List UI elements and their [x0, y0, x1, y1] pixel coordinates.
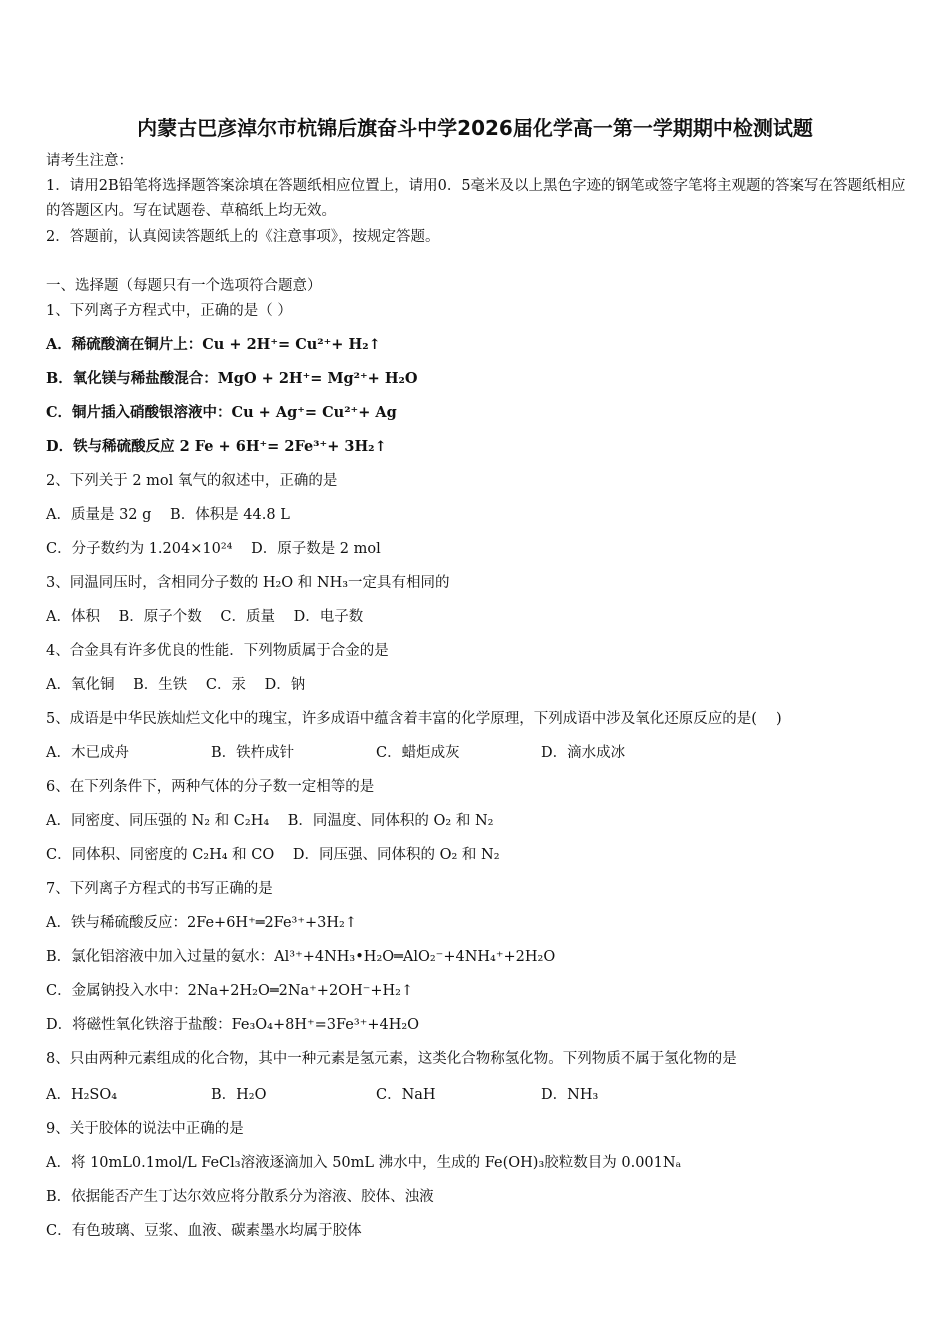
question-4-option-a: A．氧化铜 [46, 677, 115, 693]
question-8-stem: 8、只由两种元素组成的化合物，其中一种元素是氢元素，这类化合物称氢化物。下列物质不属于氢化物的是 [46, 1051, 737, 1067]
question-9-option-c: C．有色玻璃、豆浆、血液、碳素墨水均属于胶体 [46, 1223, 362, 1239]
section-heading: 一、选择题（每题只有一个选项符合题意） [46, 278, 322, 294]
question-7-option-d: D．将磁性氧化铁溶于盐酸：Fe₃O₄+8H⁺=3Fe³⁺+4H₂O [46, 1017, 420, 1033]
question-6-stem: 6、在下列条件下，两种气体的分子数一定相等的是 [46, 779, 375, 795]
question-5-option-b: B．铁杵成针 [211, 745, 295, 761]
question-3-option-d: D．电子数 [293, 609, 364, 625]
question-6-option-d: D．同压强、同体积的 O₂ 和 N₂ [292, 847, 500, 863]
question-9-option-a: A．将 10mL0.1mol/L FeCl₃溶液逐滴加入 50mL 沸水中，生成的 Fe(OH)₃胶粒数目为 0.001Nₐ [46, 1155, 682, 1171]
question-5-option-c: C．蜡炬成灰 [376, 745, 460, 761]
question-8-option-b: B．H₂O [211, 1087, 267, 1103]
question-1-option-b: B．氧化镁与稀盐酸混合：MgO + 2H⁺= Mg²⁺+ H₂O [46, 370, 418, 387]
question-6-options-row1 [46, 811, 906, 831]
question-3-option-a: A．体积 [46, 609, 100, 625]
question-6-option-c: C．同体积、同密度的 C₂H₄ 和 CO [46, 847, 275, 863]
question-5-stem: 5、成语是中华民族灿烂文化中的瑰宝，许多成语中蕴含着丰富的化学原理，下列成语中涉及氧化还原反应的是( ) [46, 711, 782, 727]
question-9-stem: 9、关于胶体的说法中正确的是 [46, 1121, 244, 1137]
question-5-option-d: D．滴水成冰 [541, 745, 626, 761]
question-1-option-c: C．铜片插入硝酸银溶液中：Cu + Ag⁺= Cu²⁺+ Ag [46, 404, 397, 421]
question-2-options-row2 [46, 539, 906, 559]
question-4-option-b: B．生铁 [133, 677, 188, 693]
question-5-options [46, 743, 906, 763]
question-9-option-b: B．依据能否产生丁达尔效应将分散系分为溶液、胶体、浊液 [46, 1189, 434, 1205]
question-2-stem: 2、下列关于 2 mol 氧气的叙述中，正确的是 [46, 473, 338, 489]
question-2-options-row1 [46, 505, 906, 525]
question-7-stem: 7、下列离子方程式的书写正确的是 [46, 881, 273, 897]
question-8-option-a: A．H₂SO₄ [46, 1087, 118, 1103]
question-4-stem: 4、合金具有许多优良的性能．下列物质属于合金的是 [46, 643, 389, 659]
question-6-option-b: B．同温度、同体积的 O₂ 和 N₂ [287, 813, 494, 829]
page-title: 内蒙古巴彦淖尔市杭锦后旗奋斗中学2026届化学高一第一学期期中检测试题 [137, 116, 813, 140]
question-1-stem: 1、下列离子方程式中，正确的是（ ） [46, 303, 292, 319]
question-7-option-a: A．铁与稀硫酸反应：2Fe+6H⁺═2Fe³⁺+3H₂↑ [46, 915, 357, 931]
question-8-options [46, 1085, 906, 1105]
notice-item-1: 1．请用2B铅笔将选择题答案涂填在答题纸相应位置上，请用0．5毫米及以上黑色字迹的钢笔或签字笔将主观题的答案写在答题纸相应的答题区内。写在试题卷、草稿纸上均无效。 [46, 178, 906, 219]
notice-item-2: 2．答题前，认真阅读答题纸上的《注意事项》，按规定答题。 [46, 229, 440, 245]
question-2-option-b: B．体积是 44.8 L [170, 507, 290, 523]
question-3-stem: 3、同温同压时，含相同分子数的 H₂O 和 NH₃一定具有相同的 [46, 575, 450, 591]
question-4-option-d: D．钠 [264, 677, 306, 693]
question-6-options-row2 [46, 845, 906, 865]
question-5-option-a: A．木已成舟 [46, 745, 129, 761]
question-1-option-a: A．稀硫酸滴在铜片上：Cu + 2H⁺= Cu²⁺+ H₂↑ [46, 336, 381, 353]
question-3-options [46, 607, 906, 627]
notice-heading: 请考生注意： [46, 153, 133, 169]
question-3-option-b: B．原子个数 [118, 609, 202, 625]
question-3-option-c: C．质量 [220, 609, 275, 625]
question-7-option-c: C．金属钠投入水中：2Na+2H₂O═2Na⁺+2OH⁻+H₂↑ [46, 983, 414, 999]
question-8-option-c: C．NaH [376, 1087, 436, 1103]
question-2-option-c: C．分子数约为 1.204×10²⁴ [46, 541, 233, 557]
question-1-option-d: D．铁与稀硫酸反应 2 Fe + 6H⁺= 2Fe³⁺+ 3H₂↑ [46, 438, 387, 455]
question-8-option-d: D．NH₃ [541, 1087, 599, 1103]
question-7-option-b: B．氯化铝溶液中加入过量的氨水：Al³⁺+4NH₃•H₂O═AlO₂⁻+4NH₄⁺+2H₂O [46, 949, 556, 965]
question-4-option-c: C．汞 [205, 677, 246, 693]
question-6-option-a: A．同密度、同压强的 N₂ 和 C₂H₄ [46, 813, 270, 829]
question-4-options [46, 675, 906, 695]
question-2-option-a: A．质量是 32 g [46, 507, 152, 523]
question-2-option-d: D．原子数是 2 mol [251, 541, 381, 557]
